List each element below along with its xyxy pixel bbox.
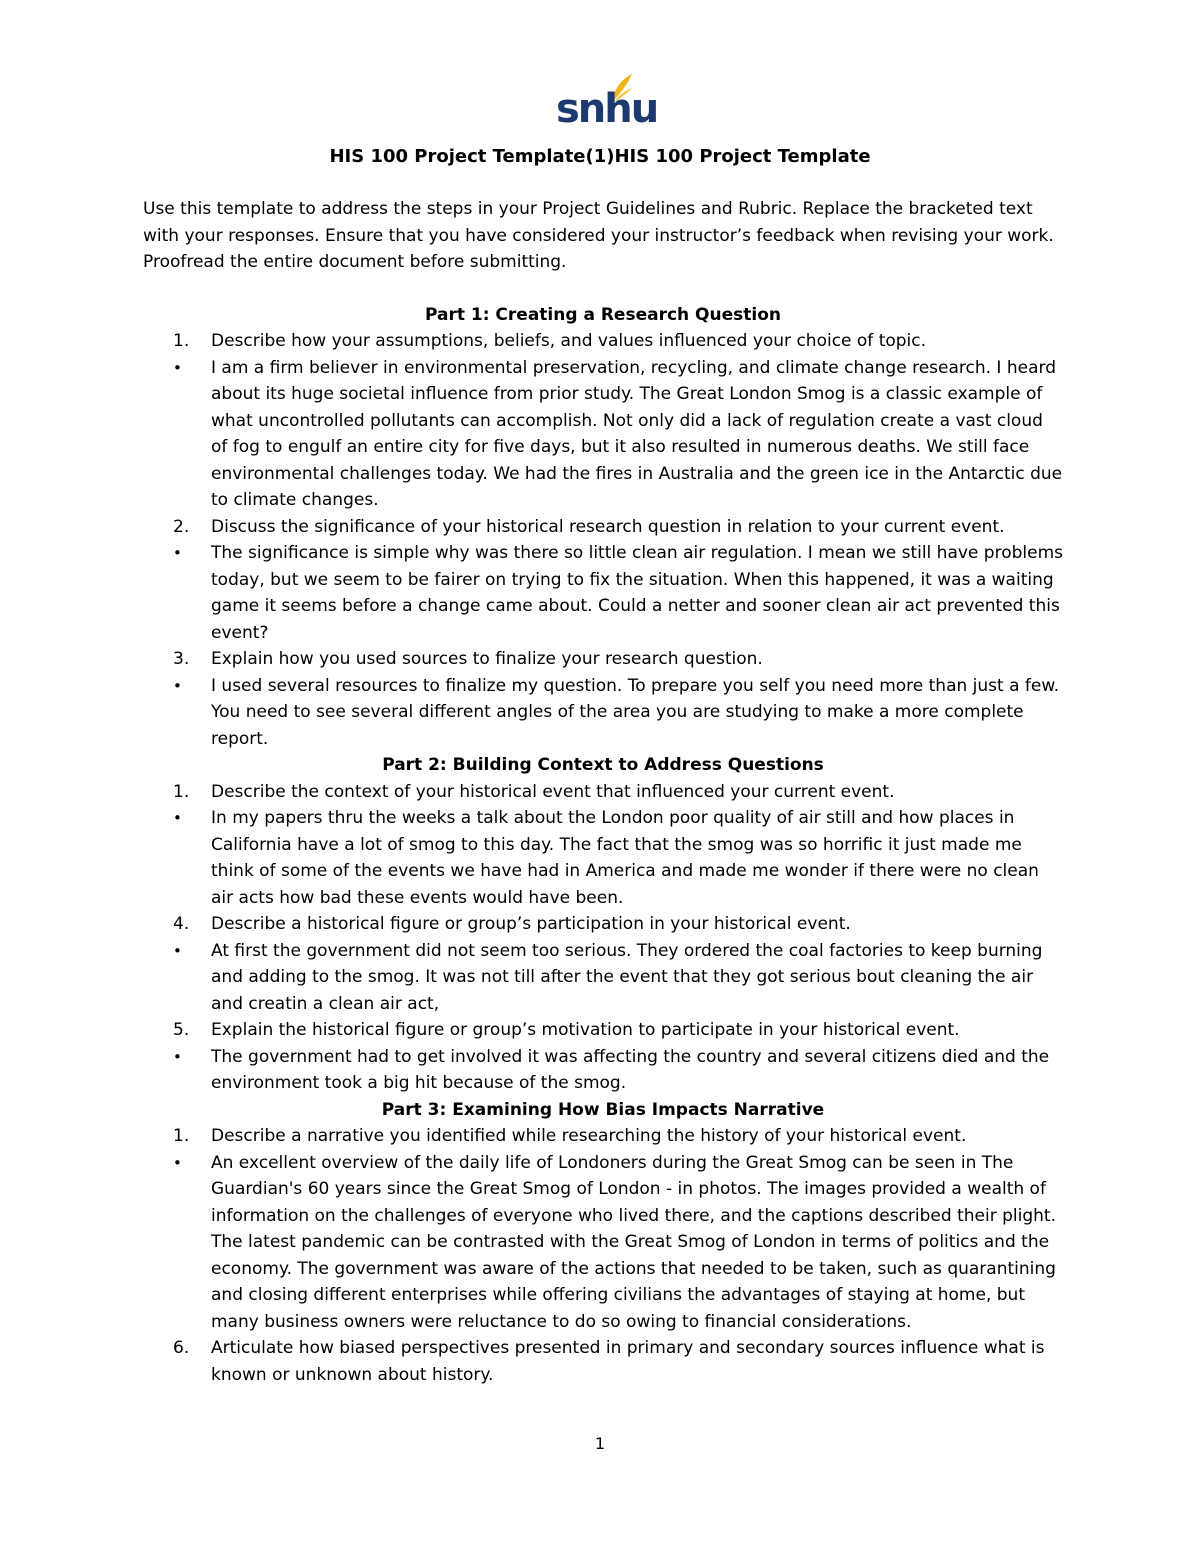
list-item: [143, 938, 1063, 1018]
list-item-text: I am a firm believer in environmental preservation, recycling, and climate change research. I heard about its huge societal influence from prior study. The Great London Smog is a classic example of what uncontrolled pollutants can accomplish. Not only did a lack of regulation create a vast cloud of fog to engulf an entire city for five days, but it also resulted in numerous deaths. We still face environmental challenges today. We had the fires in Australia and the green ice in the Antarctic due to climate changes.: [211, 357, 1063, 510]
bullet-icon: •: [173, 809, 182, 827]
list-item: [143, 328, 1063, 355]
list-item: [143, 1044, 1063, 1097]
list-item-text: I used several resources to finalize my question. To prepare you self you need more than just a few. You need to see several different angles of the area you are studying to make a more complete report.: [211, 675, 1060, 749]
bullet-icon: •: [173, 1153, 182, 1172]
logo-wordmark: snhu: [556, 86, 658, 132]
list-item-text: The government had to get involved it was affecting the country and several citizens died and the environment took a big hit because of the smog.: [211, 1046, 1050, 1093]
list-marker: 3.: [173, 649, 190, 669]
list-item-text: Explain how you used sources to finalize your research question.: [211, 649, 763, 669]
list-marker: 4.: [173, 914, 190, 934]
list-item-text: An excellent overview of the daily life of Londoners during the Great Smog can be seen in The Guardian's 60 years since the Great Smog of London - in photos. The images provided a wealth of information on the challenges of everyone who lived there, and the captions described their plight. The latest pandemic can be contrasted with the Great Smog of London in terms of politics and the economy. The government was aware of the actions that needed to be taken, such as quarantining and closing different enterprises while offering civilians the advantages of staying at home, but many business owners were reluctance to do so owing to financial considerations.: [211, 1152, 1056, 1332]
list-item-text: The significance is simple why was there so little clean air regulation. I mean we still have problems today, but we seem to be fairer on trying to fix the situation. When this happened, it was a waiting game it seems before a change came about. Could a netter and sooner clean air act prevented this event?: [211, 543, 1063, 643]
part3-list: [143, 1123, 1063, 1388]
list-marker: 2.: [173, 516, 190, 537]
bullet-icon: •: [173, 676, 182, 695]
part3-heading: Part 3: Examining How Bias Impacts Narrative: [381, 1099, 825, 1120]
list-item: [143, 911, 1063, 938]
list-item-text: Articulate how biased perspectives presented in primary and secondary sources influence what is known or unknown about history.: [211, 1338, 1045, 1385]
intro-paragraph: Use this template to address the steps in your Project Guidelines and Rubric. Replace the bracketed text with your responses. Ensure that you have considered your instructor’s feedback when revising your work. Proofread the entire document before submitting.: [143, 199, 1054, 272]
list-marker: 5.: [173, 1020, 190, 1040]
document-title: HIS 100 Project Template(1)HIS 100 Project Template: [329, 146, 871, 167]
part1-heading: Part 1: Creating a Research Question: [424, 304, 781, 325]
list-item: [143, 1150, 1063, 1336]
list-marker: 6.: [173, 1338, 190, 1358]
bullet-icon: •: [173, 1047, 182, 1066]
list-item-text: In my papers thru the weeks a talk about the London poor quality of air still and how places in California have a lot of smog to this day. The fact that the smog was so horrific it just made me think of some of the events we have had in America and made me wonder if there were no clean air acts how bad these events would have been.: [211, 808, 1039, 908]
list-item-text: Describe a historical figure or group’s participation in your historical event.: [211, 914, 851, 934]
list-item: [143, 1123, 1063, 1150]
list-item-text: Describe how your assumptions, beliefs, and values influenced your choice of topic.: [211, 331, 927, 351]
list-item: [143, 673, 1063, 753]
list-item-text: Discuss the significance of your historical research question in relation to your current event.: [211, 516, 1005, 537]
list-item: [143, 355, 1063, 514]
list-item-text: Explain the historical figure or group’s motivation to participate in your historical event.: [211, 1020, 960, 1040]
part2-heading: Part 2: Building Context to Address Questions: [382, 755, 824, 775]
list-item: [143, 805, 1063, 911]
list-item: [143, 779, 1063, 806]
part1-list: [143, 328, 1063, 752]
list-marker: 1.: [173, 1126, 190, 1146]
bullet-icon: •: [173, 941, 182, 960]
list-item: [143, 1017, 1063, 1044]
list-item: [143, 1335, 1063, 1388]
list-item-text: Describe the context of your historical event that influenced your current event.: [211, 781, 895, 802]
document-body: [143, 196, 1063, 1388]
list-marker: 1.: [173, 781, 190, 802]
page-number: 1: [594, 1434, 606, 1453]
list-marker: 1.: [173, 331, 190, 351]
list-item: [143, 646, 1063, 673]
list-item-text: Describe a narrative you identified while researching the history of your historical event.: [211, 1126, 967, 1146]
bullet-icon: •: [173, 358, 182, 377]
bullet-icon: •: [173, 544, 182, 562]
part2-list: [143, 779, 1063, 1097]
list-item: [143, 514, 1063, 541]
list-item-text: At first the government did not seem too serious. They ordered the coal factories to keep burning and adding to the smog. It was not till after the event that they got serious bout cleaning the air and creatin a clean air act,: [211, 940, 1043, 1014]
list-item: [143, 540, 1063, 646]
snhu-logo: [556, 72, 658, 132]
